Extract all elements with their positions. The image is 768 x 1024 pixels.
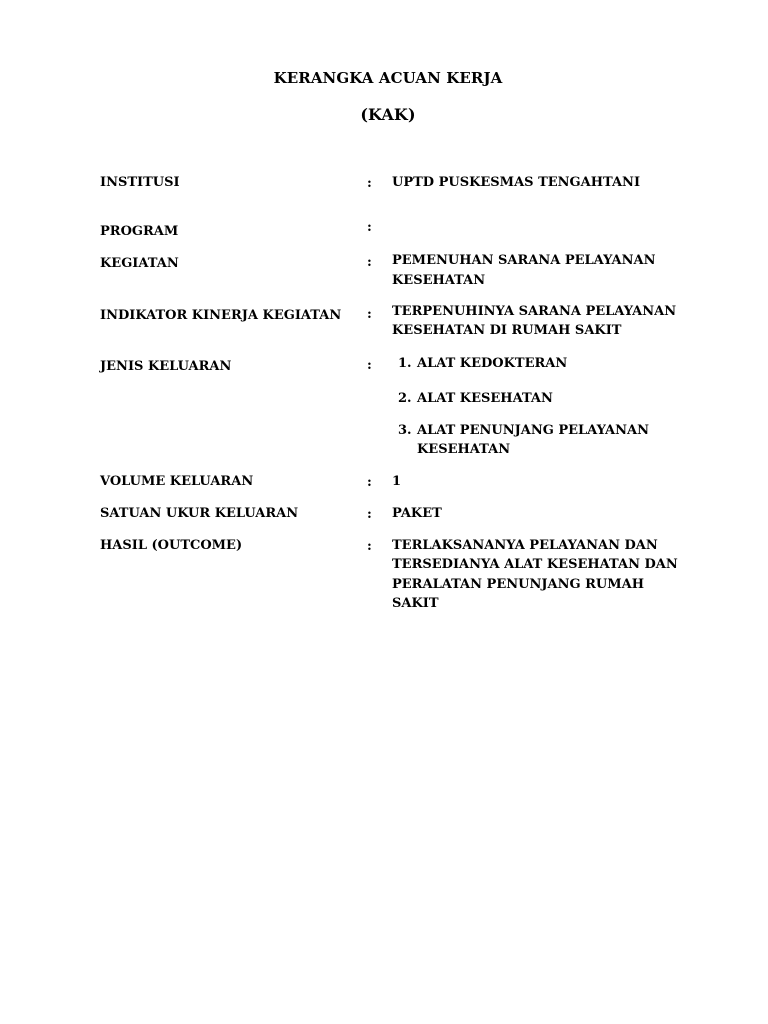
- value-satuan-ukur: PAKET: [392, 506, 442, 521]
- list-item-text: ALAT KEDOKTERAN: [417, 356, 568, 371]
- label-satuan-ukur: SATUAN UKUR KELUARAN: [100, 506, 299, 521]
- label-hasil-outcome: HASIL (OUTCOME): [100, 538, 243, 553]
- list-item-text: ALAT PENUNJANG PELAYANAN: [417, 423, 649, 438]
- value-hasil-line-3: PERALATAN PENUNJANG RUMAH: [392, 577, 644, 592]
- value-volume-keluaran: 1: [392, 474, 402, 489]
- list-item-text: ALAT KESEHATAN: [417, 391, 553, 406]
- value-hasil-line-2: TERSEDIANYA ALAT KESEHATAN DAN: [392, 557, 678, 572]
- colon-volume-keluaran: :: [367, 475, 372, 490]
- value-institusi: UPTD PUSKESMAS TENGAHTANI: [392, 175, 641, 190]
- colon-institusi: :: [367, 176, 372, 191]
- list-item-number: 1.: [398, 356, 412, 371]
- colon-satuan-ukur: :: [367, 507, 372, 522]
- label-program: PROGRAM: [100, 224, 179, 239]
- colon-hasil-outcome: :: [367, 539, 372, 554]
- value-kegiatan-line-2: KESEHATAN: [392, 273, 486, 288]
- colon-jenis-keluaran: :: [367, 358, 372, 373]
- value-indikator-line-2: KESEHATAN DI RUMAH SAKIT: [392, 323, 622, 338]
- colon-program: :: [367, 220, 372, 235]
- list-item-number: 3.: [398, 423, 412, 438]
- document-subtitle: (KAK): [360, 105, 416, 124]
- value-kegiatan-line-1: PEMENUHAN SARANA PELAYANAN: [392, 253, 656, 268]
- label-jenis-keluaran: JENIS KELUARAN: [100, 359, 232, 374]
- label-institusi: INSTITUSI: [100, 175, 180, 190]
- label-volume-keluaran: VOLUME KELUARAN: [100, 474, 254, 489]
- colon-kegiatan: :: [367, 255, 372, 270]
- list-item-number: 2.: [398, 391, 412, 406]
- value-indikator-line-1: TERPENUHINYA SARANA PELAYANAN: [392, 304, 677, 319]
- label-kegiatan: KEGIATAN: [100, 256, 179, 271]
- document-title: KERANGKA ACUAN KERJA: [273, 69, 503, 87]
- value-hasil-line-4: SAKIT: [392, 596, 439, 611]
- label-indikator: INDIKATOR KINERJA KEGIATAN: [100, 308, 342, 323]
- colon-indikator: :: [367, 307, 372, 322]
- value-hasil-line-1: TERLAKSANANYA PELAYANAN DAN: [392, 538, 658, 553]
- list-item-text-continued: KESEHATAN: [417, 442, 511, 457]
